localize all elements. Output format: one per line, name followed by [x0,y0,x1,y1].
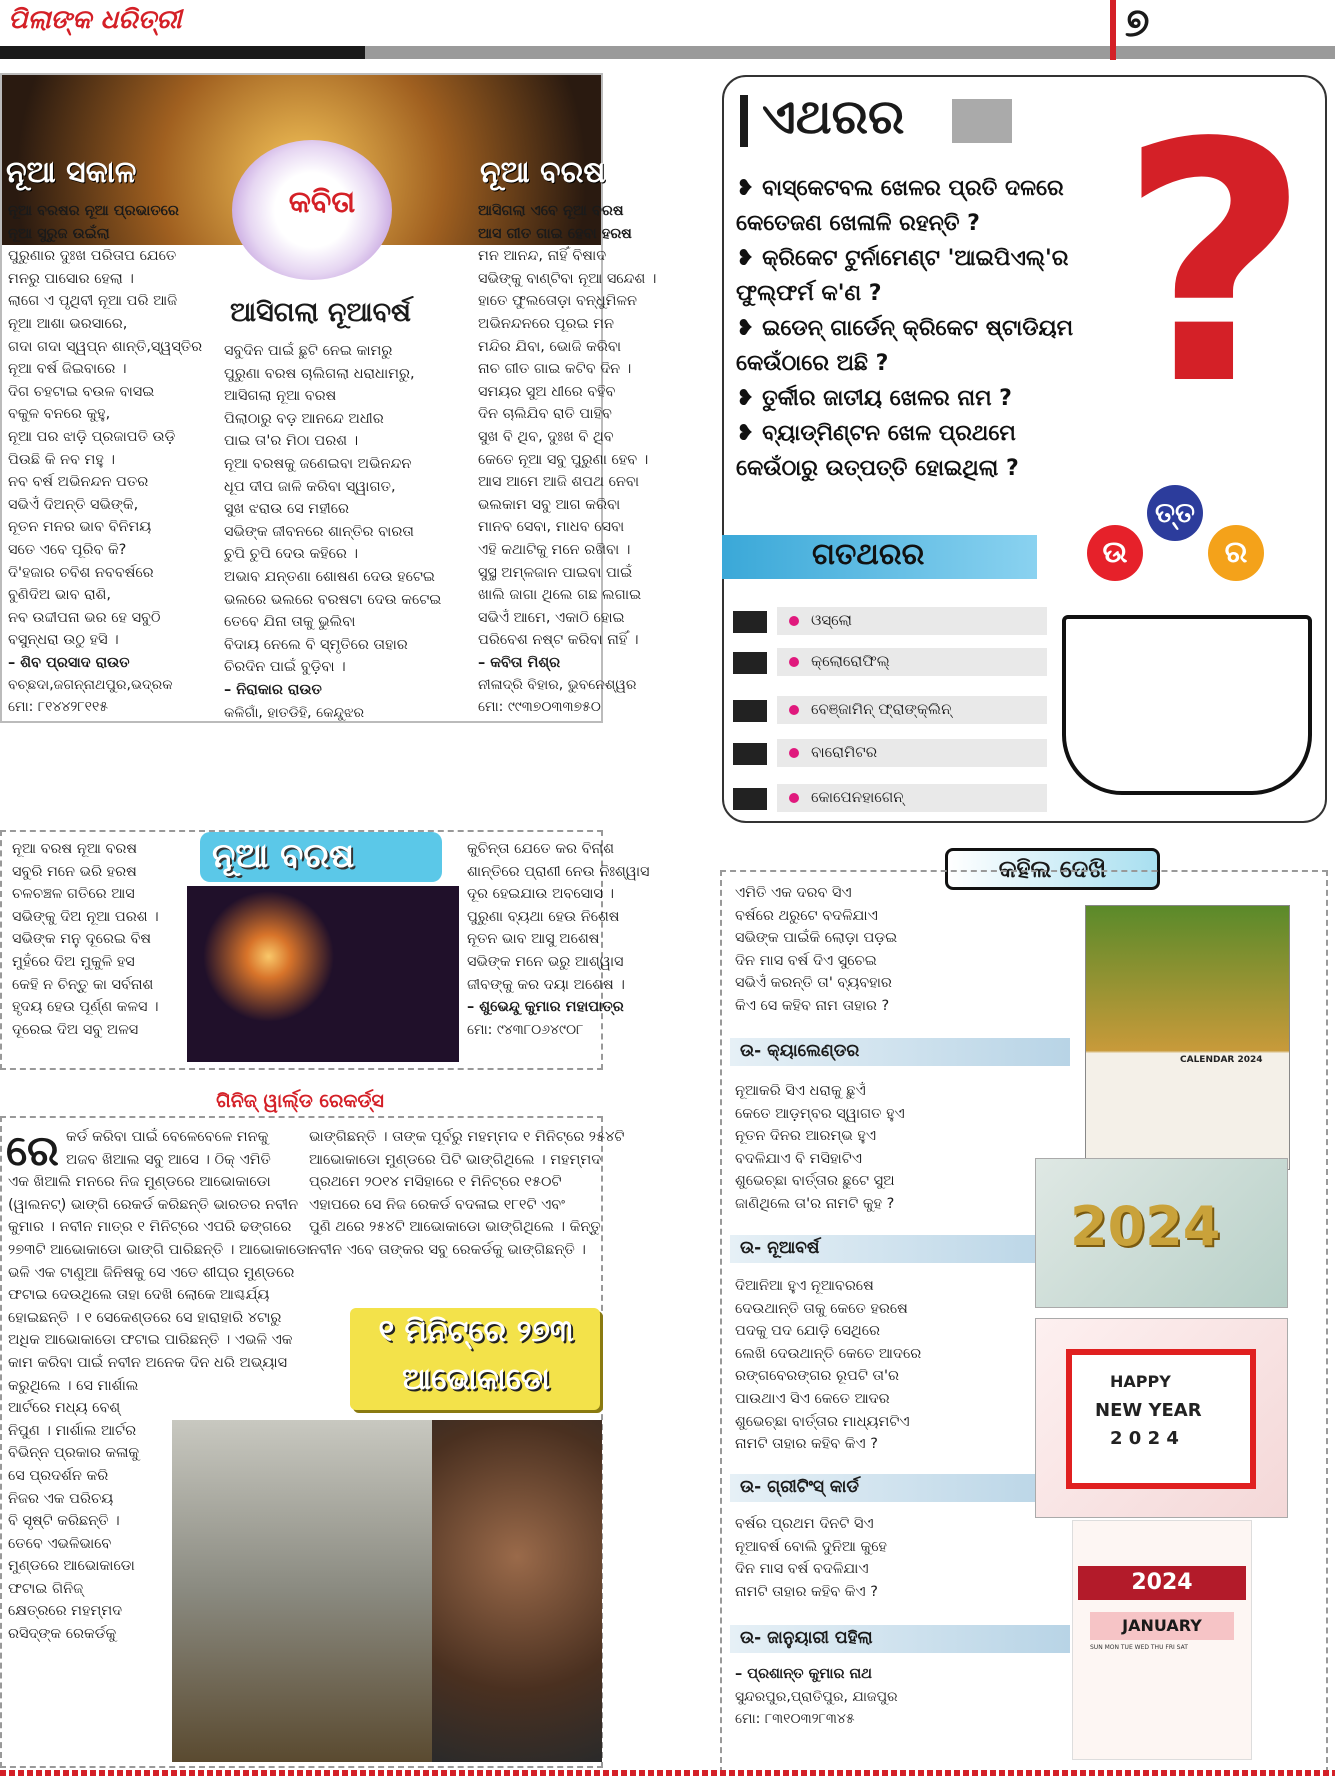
answer-row [733,648,1313,676]
quiz-title: ଏଥରର [762,89,905,145]
poem1-line: ପିଉଛି କି ନବ ମହୁ । [8,451,115,468]
poem4-line: କେହି ନ ଚିନ୍ତୁ କା ସର୍ବନାଶ [12,976,154,993]
riddle-answer: ଉ- ଜାନୁୟାରୀ ପହିଲା [740,1628,873,1648]
poem1-line: ବୁଣିଦିଅ ଭାବ ରାଶି, [8,587,112,604]
guinness-line: ବିଭିନ୍ନ ପ୍ରକାର କଳାକୁ [8,1445,140,1462]
poem2-line: ନୂଆ ବରଷକୁ ଜଣେଇବା ଅଭିନନ୍ଦନ [224,455,412,472]
poem3-line: ସୁଖ ବି ଥିବ, ଦୁଃଖ ବି ଥିବ [478,428,614,445]
guinness-dropcap: ରେ [6,1126,59,1175]
poem4-title: ନୂଆ ବରଷ [212,836,355,876]
answer-text: କ୍ଲୋରୋଫିଲ୍ [811,652,890,670]
poem4-line: ସଭିଙ୍କ ମନେ ଭରୁ ଆଶ୍ୱାସ [467,953,624,970]
poem1-address: ବଚ୍ଛଦା,ଜଗନ୍ନାଥପୁର,ଭଦ୍ରକ [8,677,173,694]
answer-letter-3: ର [1208,525,1264,581]
poem2-line: ପୁରୁଣା ବରଷ ଚାଲିଗଲା ଧରାଧାମରୁ, [224,365,415,382]
answer-text: କୋପେନହାଗେନ୍ [811,788,904,806]
guinness-heading: ଗିନିଜ୍ ୱାର୍ଲ୍ଡ ରେକର୍ଡ୍ସ [216,1090,384,1112]
poem1-body [8,200,223,718]
guinness-line: କ୍ଷେତ୍ରରେ ମହମ୍ମଦ [8,1603,123,1620]
record-highlight-line2: ଆଭୋକାଡୋ [402,1362,550,1397]
guinness-line: ବି ସୃଷ୍ଟି କରିଛନ୍ତି । [8,1513,120,1530]
poem4-right [467,838,650,1041]
poem2-line: ଭଲରେ ଭଲରେ ବରଷଟା ଦେଉ କଟେଇ [224,591,442,608]
poem4-line: କୁଚିନ୍ତା ଯେତେ କର ବିନାଶ [467,841,614,857]
riddle-line: ନୂଆକରି ସିଏ ଧରାକୁ ଛୁଏଁ [735,1083,866,1099]
poem3-line: ଆସ ଆମେ ଆଜି ଶପଥ ନେବା [478,474,640,491]
poem1-line: ଲାଗେ ଏ ପୃଥିବୀ ନୂଆ ପରି ଆଜି [8,293,178,310]
poem2-line: ଅଭାବ ଯନ୍ତଣା ଶୋଷଣ ଦେଉ ହଟେଇ [224,568,435,585]
riddle-line: ନାମଟି ତାହାର କହିବ କିଏ ? [735,1583,878,1600]
poem4-line: ଶାନ୍ତିରେ ପ୍ରାଣୀ ନେଉ ନିଃଶ୍ୱାସ [467,863,650,880]
question-line: ଫୁଲ୍‌ଫର୍ମ କ'ଣ ? [736,281,882,306]
poem2-line: ଚୁପି ଚୁପି ଦେଉ କହିରେ । [224,546,359,563]
guinness-line: ପ୍ରଥମେ ୨୦୧୪ ମସିହାରେ ୧ ମିନିଟ୍‌ରେ ୧୫୦ଟି [309,1174,562,1191]
poem4-line: ଦୂରେଇ ଦିଅ ସବୁ ଅଳସ [12,1021,139,1038]
poem3-line: ଦିନ ଚାଲିଯିବ ରାତି ପାହିବ [478,406,612,423]
guinness-line: ଭଳି ଏକ ଟାଣୁଆ ଜିନିଷକୁ ସେ ଏତେ ଶୀଘ୍ର ମୁଣ୍ଡରେ [8,1264,295,1281]
poem3-phone: ମୋ: ୯୯୩୭୦୩୩୭୫୦ [478,699,601,716]
riddle-3 [735,1275,1035,1456]
avocado-smash-photo-1 [172,1420,432,1762]
guinness-line: ରସିଦ୍‌ଙ୍କ ରେକର୍ଡକୁ [8,1626,117,1643]
question-line: ❥ ଇଡେନ୍ ଗାର୍ଡେନ୍ କ୍ରିକେଟ ଷ୍ଟାଡିୟମ [736,316,1074,341]
question-line: ❥ ବାସ୍କେଟବଲ ଖେଳର ପ୍ରତି ଦଳରେ [736,176,1064,201]
guinness-line: କରୁଥିଲେ । ସେ ମାର୍ଶାଲ [8,1377,139,1394]
poem2-line: ବିଦାୟ ନେଲେ ବି ସ୍ମୃତିରେ ତାହାର [224,636,408,653]
poem1-line: ନୂଆ ବରଷର ନୂଆ ପ୍ରଭାତରେ [8,203,179,219]
guinness-line: ଫଟାଇ ଦେଉଥିଲେ ତାହା ଦେଖି ଲୋକେ ଆଶ୍ଚର୍ଯ୍ୟ [8,1287,270,1304]
quiz-title-bar-grey [952,99,1012,143]
poem2-line: ସଭିଙ୍କ ଜୀବନରେ ଶାନ୍ତିର ବାରତା [224,523,414,540]
guinness-line: କାମ କରିବା ପାଇଁ ନବୀନ ଅନେକ ଦିନ ଧରି ଅଭ୍ୟାସ [8,1354,288,1371]
poem2-line: ସୁଖ ଝରାଉ ସେ ମହୀରେ [224,501,350,518]
poem3-line: ଆସିଗଲା ଏବେ ନୂଆ ବରଷ [478,203,624,219]
guinness-section [0,1116,625,1768]
answer-text: ଓସ୍ଲୋ [811,611,852,629]
answer-text: ବେଞ୍ଜାମିନ୍ ଫ୍ରାଙ୍କ୍‌ଲିନ୍ [811,700,952,718]
quiz-title-bar [740,95,748,147]
riddles-phone: ମୋ: ୮୩୧୦୩୨୮୩୪୫ [735,1710,855,1727]
riddle-line: ପଦକୁ ପଦ ଯୋଡ଼ି ସେଥିରେ [735,1323,881,1340]
answer-box [733,700,767,722]
riddle-line: ନୂଆବର୍ଷ ବୋଲି ଦୁନିଆ କୁହେ [735,1538,887,1555]
guinness-line: ଅଜବ ଖିଆଲ ସବୁ ଆସେ । ଠିକ୍ ଏମିତି [66,1151,271,1168]
guinness-line: କୁମାର । ନବୀନ ମାତ୍ର ୧ ମିନିଟ୍‌ରେ ଏପରି ଢଙ୍ଗରେ [8,1219,292,1236]
poem3-body [478,200,657,718]
guinness-line: ନବୀନ ଏବେ ତାଙ୍କର ସବୁ ରେକର୍ଡକୁ ଭାଙ୍ଗିଛନ୍ତି । [309,1241,586,1258]
poem1-line: ନୂଆ ଆଶା ଭରସାରେ, [8,315,128,332]
poem2-line: ସବୁଦିନ ପାଇଁ ଛୁଟି ନେଇ କାମରୁ [224,343,393,359]
poem3-line: ଭଲକାମ ସବୁ ଆଗ କରିବା [478,496,621,513]
poem2-body [224,340,474,724]
poem4-line: ଚଳଚଞ୍ଚଳ ଗତିରେ ଆସ [12,886,135,903]
bullet-icon [789,657,799,667]
bullet-icon [789,793,799,803]
riddle-line: ବର୍ଷରେ ଥରୁଟେ ବଦଳିଯାଏ [735,907,878,924]
poem1-phone: ମୋ: ୮୧୪୪୨୮୧୧୫ [8,699,108,716]
guinness-line: ନିପୁଣ । ମାର୍ଶାଲ ଆର୍ଟର [8,1422,137,1439]
poem1-title: ନୂଆ ସକାଳ [6,155,137,190]
question-mark-graphic: ? [1118,73,1311,457]
riddle-4 [735,1513,1035,1603]
guinness-line: କର୍ଡ କରିବା ପାଇଁ ବେଳେବେଳେ ମନକୁ [66,1129,269,1145]
poem4-line: ସଭିଙ୍କ ମନୁ ଦୂରେଇ ବିଷ [12,931,152,948]
poem1-line: ନବ ବର୍ଷ ଅଭିନନ୍ଦନ ପତର [8,474,149,491]
poem4-line: ନୂଆ ବରଷ ନୂଆ ବରଷ [12,841,138,857]
guinness-line: ତେବେ ଏଭଳିଭାବେ [8,1535,112,1552]
poem3-line: ନାଚ ଗୀତ ଗାଇ କଟିବ ଦିନ । [478,361,632,378]
riddle-answer-bar [730,1235,1070,1263]
riddle-2 [735,1080,1035,1216]
january-month: JANUARY [1090,1612,1234,1640]
poem3-line: କେତେ ନୂଆ ସବୁ ପୁରୁଣା ହେବ । [478,451,649,468]
last-quiz-title: ଗତଥରର [812,537,925,572]
riddle-line: ବର୍ଷର ପ୍ରଥମ ଦିନଟି ସିଏ [735,1516,874,1532]
bullet-icon [789,748,799,758]
poem2-line: ଧୂପ ଦୀପ ଜାଳି କରିବା ସ୍ୱାଗତ, [224,478,396,495]
riddle-line: ଦିନ ମାସ ବର୍ଷ ଦିଏ ସୁଚେଇ [735,952,877,969]
riddle-line: ଶୁଭେଚ୍ଛା ବାର୍ତ୍ତାର ଛୁଟେ ସୁଅ [735,1173,895,1190]
january-calendar-image [1072,1520,1252,1760]
riddle-line: ଏମିତି ଏକ ଦରବ ସିଏ [735,885,852,901]
poem1-line: ପୁରୁଣାର ଦୁଃଖ ପରିତାପ ଯେତେ [8,248,177,265]
poem3-line: ଆସ ଗୀତ ଗାଇ ହେବା ହରଷ [478,225,632,242]
answer-box [733,611,767,633]
poem3-line: ଏହି କଥାଟିକୁ ମନେ ରଖିବା । [478,541,631,558]
riddles-signature [735,1663,1035,1730]
riddles-author: – ପ୍ରଶାନ୍ତ କୁମାର ନାଥ [735,1666,873,1682]
poem1-line: ନୂଆ ସୁରୁଜ ଉଇଁଲା [8,225,110,242]
riddle-answer: ଉ- ନୂଆବର୍ଷ [740,1238,820,1258]
answer-letter-2: ତ୍ତ [1147,485,1203,541]
guinness-line: ଅଧିକ ଆଭୋକାଡୋ ଫଟାଇ ପାରିଛନ୍ତି । ଏଭଳି ଏକ [8,1332,293,1349]
riddle-answer-bar [730,1474,1070,1502]
guinness-line: ଏକ ଖିଆଲି ମନରେ ନିଜ ମୁଣ୍ଡରେ ଆଭୋକାଡୋ [8,1174,271,1191]
question-line: କେଉଁଠାରେ ଅଛି ? [736,351,889,376]
poem2-line: ଚିରଦିନ ପାଇଁ ବୁଡ଼ିବା । [224,659,346,676]
page-number: ୭ [1125,0,1150,46]
logo-text: ପିଲାଙ୍କ ଧରିତ୍ରୀ [8,5,182,35]
poem4-line: ସଭିଙ୍କୁ ଦିଅ ନୂଆ ପରଶ । [12,908,159,925]
card-text-happy: HAPPY [1110,1372,1171,1391]
poem4-line: ପୁରୁଣା ବ୍ୟଥା ହେଉ ନିଶେଷ [467,908,620,925]
answer-row [733,784,1313,812]
poem1-line: ନବ ଉଦ୍ଦୀପନା ଭର ହେ ସବୁଠି [8,609,161,626]
poem2-author: – ନିରାକାର ରାଉତ [224,681,322,698]
quiz-questions [736,171,1156,486]
riddle-line: ନାମଟି ତାହାର କହିବ କିଏ ? [735,1436,878,1453]
poem3-line: ଖାଲି ଜାଗା ଥିଲେ ଗଛ ଲଗାଇ [478,587,642,604]
poem4-line: ଜୀବଙ୍କୁ କର ଦୟା ଅଶେଷ । [467,976,625,993]
poem3-address: ନୀଳାଦ୍ରି ବିହାର, ଭୁବନେଶ୍ୱର [478,677,637,694]
newyear-2024-text: 2024 [1070,1195,1221,1258]
poem2-line: ଆସିଗଲା ନୂଆ ବରଷ [224,388,337,405]
poem4-line: ସବୁରି ମନେ ଭରି ହରଷ [12,863,137,880]
riddle-line: ଶୁଭେଚ୍ଛା ବାର୍ତ୍ତାର ମାଧ୍ୟମଟିଏ [735,1413,910,1430]
bullet-icon [789,616,799,626]
answer-letter-1: ଉ [1087,525,1143,581]
poem2-line: ତେବେ ଯିନା ତାକୁ ଭୁଲିବା [224,614,356,631]
record-highlight-line1: ୧ ମିନିଟ୍‌ରେ ୨୭୩ [378,1314,574,1349]
riddle-line: ସଭିଏଁ କରନ୍ତି ତା' ବ୍ୟବହାର [735,975,892,992]
riddle-line: ଜାଣିଥିଲେ ତା'ର ନାମଟି କୁହ ? [735,1195,895,1212]
poem1-line: ସତେ ଏବେ ପୂରିବ କି? [8,541,127,558]
poem2-line: ପିଲାଠାରୁ ବଡ଼ ଆନନ୍ଦେ ଅଧୀର [224,410,384,427]
poem3-line: ମନ ଆନନ୍ଦ, ନାହିଁ ବିଷାଦ [478,248,607,265]
card-text-newyear: NEW YEAR [1095,1400,1202,1421]
poem3-line: ମାନବ ସେବା, ମାଧବ ସେବା [478,519,625,536]
question-line: ❥ ତୁର୍କୀର ଜାତୀୟ ଖେଳର ନାମ ? [736,386,1012,411]
riddle-1 [735,882,1035,1018]
poem1-line: ସଭିଏଁ ଦିଅନ୍ତି ସଭିଙ୍କି, [8,496,139,513]
poem1-line: ନୂତନ ମନର ଭାବ ବିନିମୟ [8,519,152,536]
answer-box [733,652,767,674]
riddle-line: ନୂତନ ଦିନର ଆରମ୍ଭ ହୁଏ [735,1128,877,1145]
poem3-line: ଅଭିନନ୍ଦନରେ ପୂରଇ ମନ [478,315,614,332]
header-bar-grey [365,46,1110,59]
riddle-answer: ଉ- ଗ୍ରୀଟିଂସ୍ କାର୍ଡ [740,1477,859,1497]
poem2-line: ପାଇ ତା'ର ମିଠା ପରଶ । [224,433,359,450]
avocado-smash-photo-2 [432,1420,602,1762]
poem1-line: ନୂଆ ବର୍ଷ ଜିଇବାରେ । [8,361,127,378]
answer-row [733,607,1313,635]
guinness-line: ହୋଇଛନ୍ତି । ୧ ସେକେଣ୍ଡରେ ସେ ହାରାହାରି ୪ଟାରୁ [8,1309,282,1326]
poem3-line: ସମୟର ସୁଅ ଧୀରେ ବହିବ [478,383,616,400]
card-text-year: 2 0 2 4 [1110,1428,1179,1449]
guinness-line: ଭାଙ୍ଗିଛନ୍ତି । ତାଙ୍କ ପୂର୍ବରୁ ମହମ୍ମଦ ୧ ମିନିଟ୍‌ରେ ୨୫୪ଟି [309,1129,625,1145]
riddle-answer-bar [730,1625,1070,1653]
poem1-line: ବସୁନ୍ଧରା ଉଠୁ ହସି । [8,632,119,649]
riddle-answer: ଉ- କ୍ୟାଲେଣ୍ଡର [740,1041,860,1061]
guinness-line: (ୱାଲନଟ୍) ଭାଙ୍ଗି ରେକର୍ଡ କରିଛନ୍ତି ଭାରତର ନବୀନ [8,1196,299,1213]
poem1-line: ମନରୁ ପାସୋର ହେଲା । [8,270,134,287]
poem4-line: ମୁହଁରେ ଦିଅ ମୁକୁଳି ହସ [12,953,135,970]
poem4-author: – ଶୁଭେନ୍ଦୁ କୁମାର ମହାପାତ୍ର [467,999,624,1016]
january-year-band: 2024 [1078,1566,1246,1600]
header-bar-right [1116,46,1335,59]
riddle-line: ଦେଉଥାନ୍ତି ତାକୁ କେତେ ହରଷେ [735,1300,908,1317]
footer-rule [0,1770,1335,1776]
guinness-line: ଏହାପରେ ସେ ନିଜ ରେକର୍ଡ ବଦଳାଇ ୧୮୧ଟି ଏବଂ [309,1196,565,1213]
poem4-line: ଦୂର ହେଇଯାଉ ଅବସୋସ । [467,886,615,903]
poem3-line: ସଭିଙ୍କୁ ବାଣ୍ଟିବା ନୂଆ ସନ୍ଦେଶ । [478,270,657,287]
answer-row [733,739,1313,767]
riddle-line: କେତେ ଆଡ଼ମ୍ବର ସ୍ୱାଗତ ହୁଏ [735,1105,905,1122]
question-line: ❥ ବ୍ୟାଡ୍‌ମିଣ୍ଟନ ଖେଳ ପ୍ରଥମେ [736,421,1016,446]
poem4-phone: ମୋ: ୯୪୩୮୦୬୪୯୦୮ [467,1021,584,1038]
riddles-title: କହିଲ ଦେଖି [945,848,1160,890]
guinness-line: ୨୭୩ଟି ଆଭୋକାଡୋ ଭାଙ୍ଗି ପାରିଛନ୍ତି । ଆଭୋକାଡୋ [8,1241,311,1258]
poem4-line: ହୃଦୟ ହେଉ ପୂର୍ଣ୍ଣ କଳସ । [12,999,159,1016]
poem3-line: ସୁସ୍ଥ ଅମ୍ଳଜାନ ପାଇବା ପାଇଁ [478,564,633,581]
riddle-line: କିଏ ସେ କହିବ ନାମ ତାହାର ? [735,997,890,1014]
answer-text: ବାରୋମିଟର [811,743,878,761]
poem3-line: ମନ୍ଦିର ଯିବା, ଭୋଜି କରିବା [478,338,622,355]
guinness-line: ପୁଣି ଥରେ ୨୫୪ଟି ଆଭୋକାଡୋ ଭାଙ୍ଗିଥିଲେ । କିନ୍ତୁ [309,1219,601,1236]
poem4-left [12,838,182,1041]
guinness-line: ଆଭୋକାଡୋ ମୁଣ୍ଡରେ ପିଟି ଭାଙ୍ଗିଥିଲେ । ମହମ୍ମଦ [309,1151,602,1168]
poem4-line: ନୂତନ ଭାବ ଆସୁ ଅଶେଷ [467,931,600,948]
poem-section [0,73,657,723]
riddle-line: ରଙ୍ଗବେରଙ୍ଗର ରୂପଟି ତା'ର [735,1368,900,1385]
riddle-line: ପାଉଥାଏ ସିଏ କେତେ ଆଦର [735,1390,890,1407]
calendar-image [1085,905,1290,1170]
poem1-line: ଗଦା ଗଦା ସ୍ୱପ୍ନ ଶାନ୍ତି,ସ୍ୱସ୍ତିର [8,338,203,355]
riddle-answer-bar [730,1038,1070,1066]
poem3-line: ସଭିଏଁ ଆମେ, ଏକାଠି ହୋଇ [478,609,625,626]
poem1-author: – ଶିବ ପ୍ରସାଦ ରାଉତ [8,654,130,671]
bullet-icon [789,705,799,715]
question-line: ❥ କ୍ରିକେଟ ଟୁର୍ନାମେଣ୍ଟ 'ଆଇପିଏଲ୍'ର [736,246,1069,271]
answer-row [733,696,1313,724]
poem2-heading: ଆସିଗଲା ନୂଆବର୍ଷ [230,297,411,328]
answer-box [733,788,767,810]
answer-box [733,743,767,765]
riddle-line: ଲେଖି ଦେଉଥାନ୍ତି କେତେ ଆଦରେ [735,1345,922,1362]
guinness-line: ଆର୍ଟରେ ମଧ୍ୟ ବେଶ୍ [8,1400,121,1417]
guinness-line: ଫଟାଇ ଗିନିଜ୍ [8,1580,84,1597]
poem1-line: ଦି'ହଜାର ଚବିଶ ନବବର୍ଷରେ [8,564,154,581]
poem3-title: ନୂଆ ବରଷ [480,155,606,190]
guinness-line: ନିଜର ଏକ ପରିଚୟ [8,1490,114,1507]
kabita-badge: କବିତା [288,185,356,220]
fireworks-photo [187,886,459,1062]
guinness-line: ସେ ପ୍ରଦର୍ଶନ କରି [8,1467,109,1484]
guinness-col2 [309,1126,625,1262]
question-line: କେତେଜଣ ଖେଳାଳି ରହନ୍ତି ? [736,211,980,236]
riddle-line: ସଭିଙ୍କ ପାଇଁକି ଲୋଡ଼ା ପଡ଼ଇ [735,930,898,947]
header-logo [0,0,182,42]
poem3-line: ପରିବେଶ ନଷ୍ଟ କରିବା ନାହିଁ । [478,632,639,649]
guinness-line: ମୁଣ୍ଡରେ ଆଭୋକାଡୋ [8,1558,135,1575]
poem2-address: କଳିଗାଁ, ହାତଡିହି, କେନ୍ଦୁଝର [224,704,365,721]
riddle-line: ଦିଆନିଆ ହୁଏ ନୂଆବରଷେ [735,1278,874,1294]
poem1-line: ନୂଆ ପର ଝାଡ଼ି ପ୍ରଜାପତି ଉଡ଼ି [8,428,176,445]
riddle-line: ଦିନ ମାସ ବର୍ଷ ବଦଳିଯାଏ [735,1561,869,1578]
calendar-caption: CALENDAR 2024 [1180,1055,1263,1065]
riddle-line: ବଦଳିଯାଏ ବି ମସିହାଟିଏ [735,1150,862,1167]
poem3-author: – କବିତା ମିଶ୍ର [478,654,561,671]
poem1-line: ବକୁଳ ବନରେ କୁହୁ, [8,406,111,423]
poem4-section [0,830,650,1070]
poem1-line: ଦିଗ ଚହଟାଇ ବଉଳ ବାସଇ [8,383,155,400]
question-line: କେଉଁଠାରୁ ଉତ୍ପତ୍ତି ହୋଇଥିଲା ? [736,456,1019,481]
poem3-line: ହାତେ ଫୁଲତୋଡ଼ା ବନ୍ଧୁମିଳନ [478,293,637,310]
riddles-address: ସୁନ୍ଦରପୁର,ପ୍ରାତିପୁର, ଯାଜପୁର [735,1688,898,1705]
january-days: SUN MON TUE WED THU FRI SAT [1090,1644,1188,1651]
